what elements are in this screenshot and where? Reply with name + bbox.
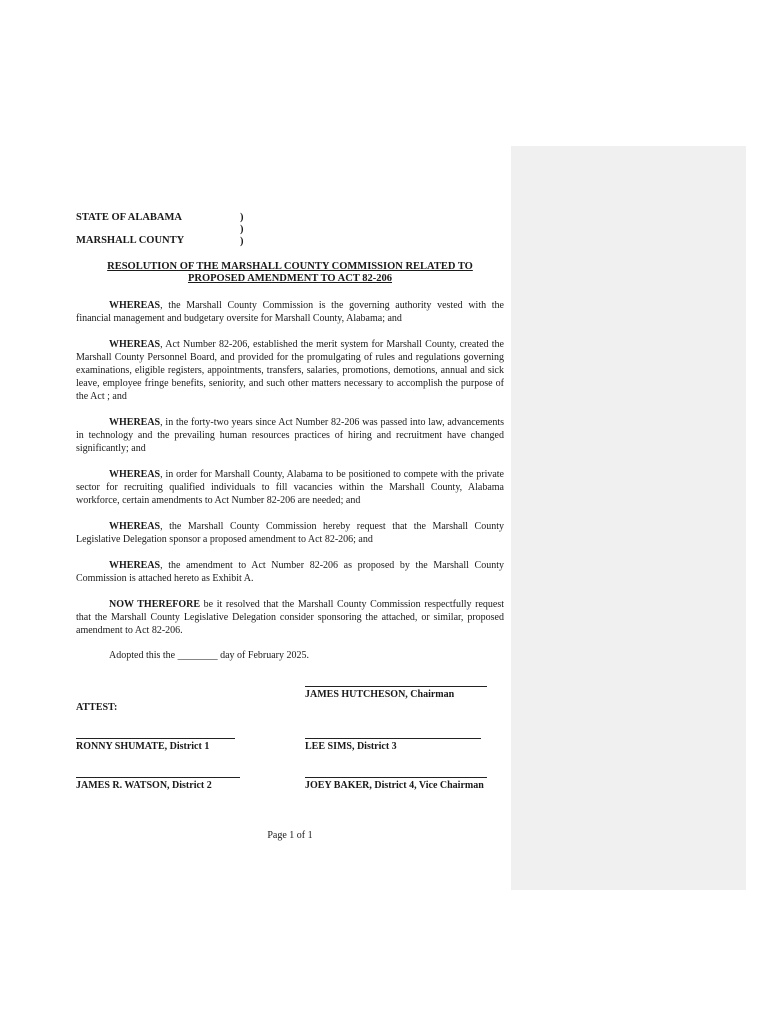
caption-paren-3: ) <box>240 236 244 247</box>
caption-paren-1: ) <box>240 212 244 223</box>
signature-district3: LEE SIMS, District 3 <box>305 741 397 752</box>
whereas-paragraph-2: WHEREAS, Act Number 82-206, established the merit system for Marshall County, created the Marshall County Personnel Board, and provided for the promulgating of rules and regulations governing examinations, eligible registers, appointments, transfers, salaries, promotions, demotions, annual and sick leave, employee fringe benefits, seniority, and such other matters necessary to accomplish the purpose of the Act ; and <box>76 339 504 402</box>
whereas-paragraph-5: WHEREAS, the Marshall County Commission hereby request that the Marshall County Legislative Delegation sponsor a proposed amendment to Act 82-206; and <box>76 521 504 545</box>
signature-line-district4 <box>305 777 487 778</box>
signature-line-chairman <box>305 686 487 687</box>
page-number: Page 1 of 1 <box>267 830 313 841</box>
state-label: STATE OF ALABAMA <box>76 212 182 223</box>
whereas-paragraph-6: WHEREAS, the amendment to Act Number 82-206 as proposed by the Marshall County Commission is attached hereto as Exhibit A. <box>76 560 504 584</box>
whereas-paragraph-1: WHEREAS, the Marshall County Commission is the governing authority vested with the financial management and budgetary oversite for Marshall County, Alabama; and <box>76 300 504 324</box>
signature-chairman: JAMES HUTCHESON, Chairman <box>305 689 455 700</box>
county-label: MARSHALL COUNTY <box>76 235 185 246</box>
whereas-paragraph-4: WHEREAS, in order for Marshall County, Alabama to be positioned to compete with the private sector for recruiting qualified individuals to fill vacancies within the Marshall County, Alabama workforce, certain amendments to Act Number 82-206 are needed; and <box>76 469 504 506</box>
attest-label: ATTEST: <box>76 702 118 713</box>
signature-district2: JAMES R. WATSON, District 2 <box>76 780 212 791</box>
adopted-line: Adopted this the ________ day of February 2025. <box>109 650 309 661</box>
resolution-title-line1: RESOLUTION OF THE MARSHALL COUNTY COMMISSION RELATED TO <box>107 261 473 272</box>
signature-district1: RONNY SHUMATE, District 1 <box>76 741 210 752</box>
comment-sidebar <box>511 146 746 890</box>
signature-line-district2 <box>76 777 240 778</box>
resolution-title-line2: PROPOSED AMENDMENT TO ACT 82-206 <box>187 273 392 284</box>
whereas-paragraph-3: WHEREAS, in the forty-two years since Act Number 82-206 was passed into law, advancements in technology and the prevailing human resources practices of hiring and recruitment have changed significantly; and <box>76 417 504 454</box>
caption-paren-2: ) <box>240 224 244 235</box>
signature-district4: JOEY BAKER, District 4, Vice Chairman <box>305 780 484 791</box>
resolved-paragraph: NOW THEREFORE be it resolved that the Marshall County Commission respectfully request that the Marshall County Legislative Delegation consider sponsoring the attached, or similar, proposed amendment to Act 82-206. <box>76 599 504 636</box>
signature-line-district1 <box>76 738 235 739</box>
signature-line-district3 <box>305 738 481 739</box>
